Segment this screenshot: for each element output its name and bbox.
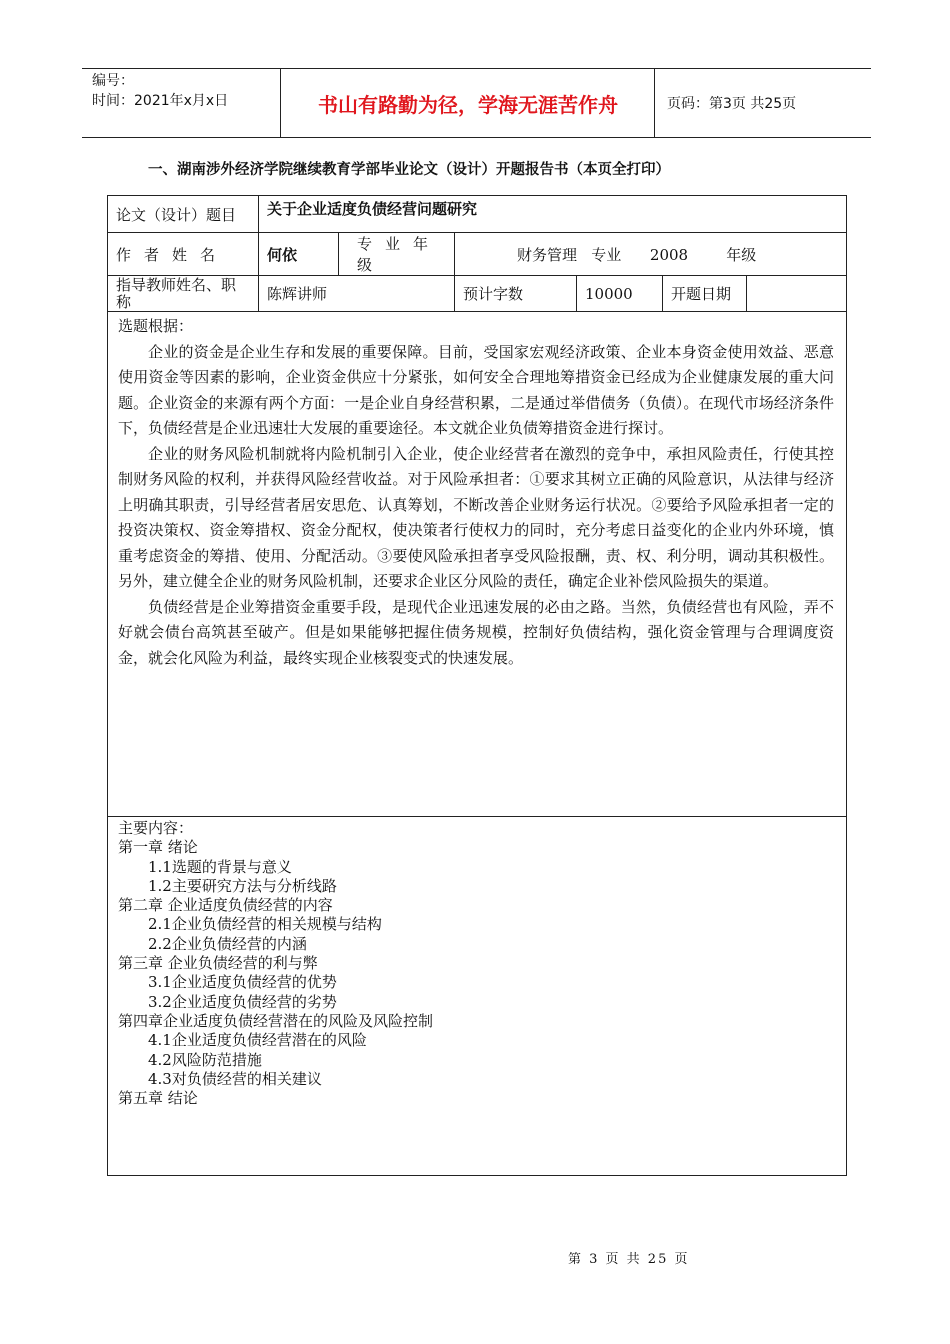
- section-item: 4.1企业适度负债经营潜在的风险: [148, 1031, 367, 1050]
- contents-section: [108, 817, 847, 1176]
- section-item: 4.3对负债经营的相关建议: [148, 1069, 322, 1088]
- basis-paragraph: 负债经营是企业筹措资金重要手段，是现代企业迅速发展的必由之路。当然，负债经营也有风险，弄不好就会债台高筑甚至破产。但是如果能够把握住债务规模，控制好负债结构，强化资金管理与合理调度资金，就会化风险为利益，最终实现企业核裂变式的快速发展。: [118, 597, 835, 667]
- major-label: 专业年级: [339, 233, 455, 276]
- chapter-heading: 第三章 企业负债经营的利与弊: [118, 954, 318, 973]
- header-meta: [82, 69, 281, 137]
- section-item: 1.1选题的背景与意义: [148, 857, 292, 876]
- words-value: 10000: [577, 276, 663, 312]
- basis-section: [108, 312, 847, 817]
- author-value: 何依: [259, 233, 339, 276]
- chapter-heading: 第一章 绪论: [118, 838, 198, 857]
- advisor-value: 陈辉讲师: [259, 276, 455, 312]
- section-item: 3.1企业适度负债经营的优势: [148, 973, 337, 992]
- page-header: [82, 68, 871, 138]
- document-title: 一、湖南涉外经济学院继续教育学部毕业论文（设计）开题报告书（本页全打印）: [148, 162, 670, 178]
- chapter-heading: 第二章 企业适度负债经营的内容: [118, 896, 333, 915]
- words-label: 预计字数: [455, 276, 577, 312]
- section-item: 4.2风险防范措施: [148, 1050, 262, 1069]
- chapter-heading: 第五章 结论: [118, 1089, 198, 1108]
- section-item: 2.1企业负债经营的相关规模与结构: [148, 915, 382, 934]
- basis-paragraph: 企业的财务风险机制就将内险机制引入企业，使企业经营者在激烈的竞争中，承担风险责任，行使其控制财务风险的权利，并获得风险经营收益。对于风险承担者：①要求其树立正确的风险意识，从法律与经济上明确其职责，引导经营者居安思危、认真筹划，不断改善企业财务运行状况。②要给予风险承担者一定的投资决策权、资金筹措权、资金分配权，使决策者行使权力的同时，充分考虑日益变化的企业内外环境，慎重考虑资金的筹措、使用、分配活动。③要使风险承担者享受风险报酬，责、权、利分明，调动其积极性。另外，建立健全企业的财务风险机制，还要求企业区分风险的责任，确定企业补偿风险损失的渠道。: [118, 444, 835, 590]
- topic-label: 论文（设计）题目: [108, 196, 259, 233]
- date-value: [747, 276, 847, 312]
- major-value: 财务管理 专业 2008 年级: [455, 233, 847, 276]
- basis-paragraph: 企业的资金是企业生存和发展的重要保障。目前，受国家宏观经济政策、企业本身资金使用效益、恶意使用资金等因素的影响，企业资金供应十分紧张，如何安全合理地筹措资金已经成为企业健康发展的重大问题。企业资金的来源有两个方面：一是企业自身经营积累，二是通过举借债务（负债）。在现代市场经济条件下，负债经营是企业迅速壮大发展的重要途径。本文就企业负债筹措资金进行探讨。: [118, 342, 835, 437]
- chapter-heading: 第四章企业适度负债经营潜在的风险及风险控制: [118, 1011, 434, 1030]
- author-label: 作者姓名: [108, 233, 259, 276]
- advisor-label: 指导教师姓名、职称: [108, 276, 259, 312]
- section-item: 1.2主要研究方法与分析线路: [148, 876, 337, 895]
- time-line: 时间：2021年x月x日: [92, 93, 229, 109]
- section-item: 3.2企业适度负债经营的劣势: [148, 992, 337, 1011]
- page-footer: 第 3 页 共 25 页: [568, 1252, 690, 1267]
- proposal-form: [107, 195, 847, 1176]
- contents-label: 主要内容：: [118, 819, 194, 837]
- topic-value: 关于企业适度负债经营问题研究: [259, 196, 847, 233]
- number-label: 编号：: [92, 73, 134, 89]
- basis-label: 选题根据：: [118, 317, 194, 335]
- page-info: 页码：第3页 共25页: [667, 96, 797, 112]
- section-item: 2.2企业负债经营的内涵: [148, 934, 307, 953]
- slogan: 书山有路勤为径，学海无涯苦作舟: [282, 69, 655, 137]
- date-label: 开题日期: [663, 276, 747, 312]
